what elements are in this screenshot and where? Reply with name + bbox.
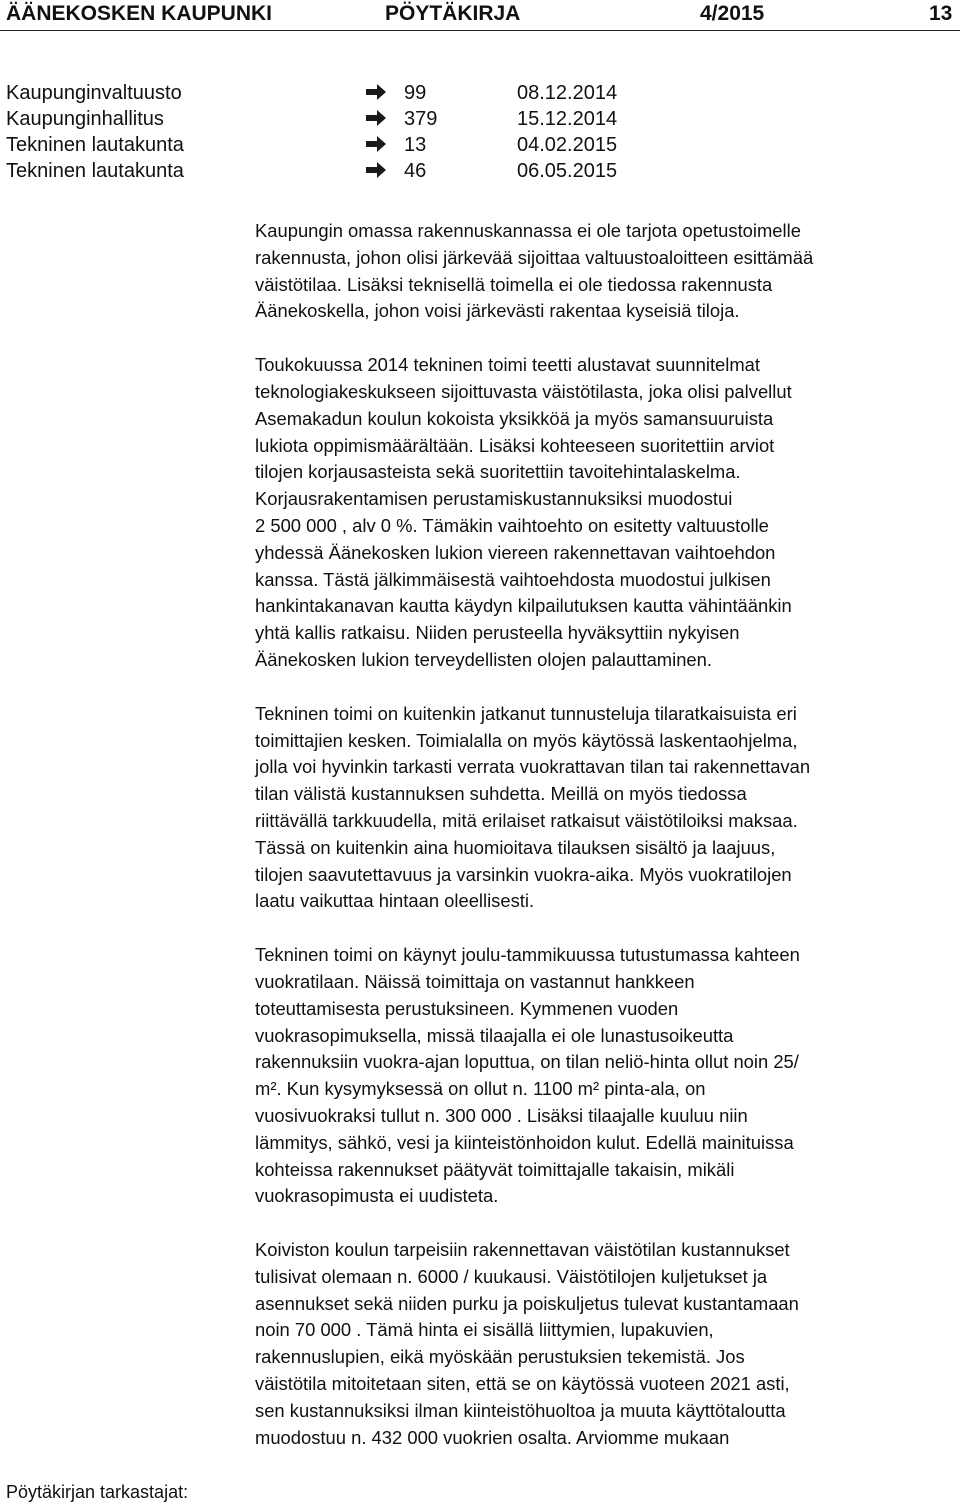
document-number: 4/2015	[700, 2, 765, 25]
page-header	[0, 0, 960, 34]
document-type: PÖYTÄKIRJA	[385, 2, 521, 25]
meeting-date: 06.05.2015	[517, 160, 618, 182]
meeting-number: 13	[404, 134, 427, 156]
arrow-right-icon	[365, 108, 387, 128]
organization-name: ÄÄNEKOSKEN KAUPUNKI	[6, 2, 273, 25]
arrow-right-icon	[365, 160, 387, 180]
meeting-date: 08.12.2014	[517, 82, 618, 104]
header-rule	[0, 30, 960, 31]
meeting-body: Tekninen lautakunta	[6, 134, 184, 156]
meeting-body: Kaupunginvaltuusto	[6, 82, 182, 104]
arrow-right-icon	[365, 134, 387, 154]
paragraph-space-solutions: Tekninen toimi on kuitenkin jatkanut tunnusteluja tilaratkaisuista eri toimittajien kesken. Toimialalla on myös käytössä laskentaohjelma, jolla voi hyvinkin tarkasti verrata vuokrattavan tilan tai rakennettavan tilan välistä kustannuksen suhdetta. Meillä on myös tiedossa riittävällä tarkkuudella, mitä erilaiset ratkaisut väistötiloiksi maksaa. Tässä on kuitenkin aina huomioitava tilauksen sisältö ja laajuus, tilojen saavutettavuus ja varsinkin vuokra-aika. Myös vuokratilojen laatu vaikuttaa hintaan oleellisesti.	[255, 702, 811, 912]
paragraph-koivisto-costs: Koiviston koulun tarpeisiin rakennettavan väistötilan kustannukset tulisivat olemaan n. 6000 / kuukausi. Väistötilojen kuljetukset ja asennukset sekä niiden purku ja poiskuljetus tulevat kustantamaan noin 70 000 . Tämä hinta ei sisällä liittymien, lupakuvien, rakennuslupien, eikä myöskään perustuksien tekemistä. Jos väistötila mitoitetaan siten, että se on käytössä vuoteen 2021 asti, sen kustannuksiksi ilman kiinteistöhuoltoa ja muuta käyttötaloutta muodostuu n. 432 000 vuokrien osalta. Arviomme mukaan	[255, 1239, 799, 1448]
meeting-body: Tekninen lautakunta	[6, 160, 184, 182]
paragraph-rental-visits: Tekninen toimi on käynyt joulu-tammikuussa tutustumassa kahteen vuokratilaan. Näissä toimittaja on vastannut hankkeen toteuttamisesta perustuksineen. Kymmenen vuoden vuokrasopimuksella, missä tilaajalla ei ole lunastusoikeutta rakennuksiin vuokra-ajan loputtua, on tilan neliö-hinta ollut noin 25/ m². Kun kysymyksessä on ollut n. 1100 m² pinta-ala, on vuosivuokraksi tullut n. 300 000 . Lisäksi tilaajalle kuuluu niin lämmitys, sähkö, vesi ja kiinteistönhoidon kulut. Edellä mainituissa kohteissa rakennukset päätyvät toimittajalle takaisin, mikäli vuokrasopimusta ei uudisteta.	[255, 944, 800, 1207]
paragraph-own-building-stock: Kaupungin omassa rakennuskannassa ei ole tarjota opetustoimelle rakennusta, johon olisi järkevää sijoittaa valtuustoaloitteen esittämää väistötilaa. Lisäksi teknisellä toimella ei ole tiedossa rakennusta Äänekoskella, johon voisi järkevästi rakentaa kyseisiä tiloja.	[255, 220, 814, 322]
page-number: 13	[929, 2, 953, 25]
paragraph-technology-centre-plan: Toukokuussa 2014 tekninen toimi teetti alustavat suunnitelmat teknologiakeskukseen sijoittuvasta väistötilasta, joka olisi palvellut Asemakadun koulun kokoista yksikköä ja myös samansuuruista lukiota oppimismäärältään. Lisäksi kohteeseen suoritettiin arviot tilojen korjausasteista sekä suoritettiin tavoitehintalaskelma. Korjausrakentamisen perustamiskustannuksiksi muodostui 2 500 000 , alv 0 %. Tämäkin vaihtoehto on esitetty valtuustolle yhdessä Äänekosken lukion viereen rakennettavan vaihtoehdon kanssa. Tästä jälkimmäisestä vaihtoehdosta muodostui julkisen hankintakanavan kautta käydyn kilpailutuksen kautta vähintäänkin yhtä kallis ratkaisu. Niiden perusteella hyväksyttiin nykyisen Äänekosken lukion terveydellisten olojen palauttaminen.	[255, 354, 792, 670]
meeting-number: 379	[404, 108, 438, 130]
minutes-inspectors-label: Pöytäkirjan tarkastajat:	[6, 1482, 189, 1502]
meeting-body: Kaupunginhallitus	[6, 108, 164, 130]
meeting-date: 15.12.2014	[517, 108, 618, 130]
meeting-date: 04.02.2015	[517, 134, 618, 156]
meeting-number: 99	[404, 82, 427, 104]
meeting-number: 46	[404, 160, 427, 182]
arrow-right-icon	[365, 82, 387, 102]
minutes-body	[255, 218, 960, 1478]
